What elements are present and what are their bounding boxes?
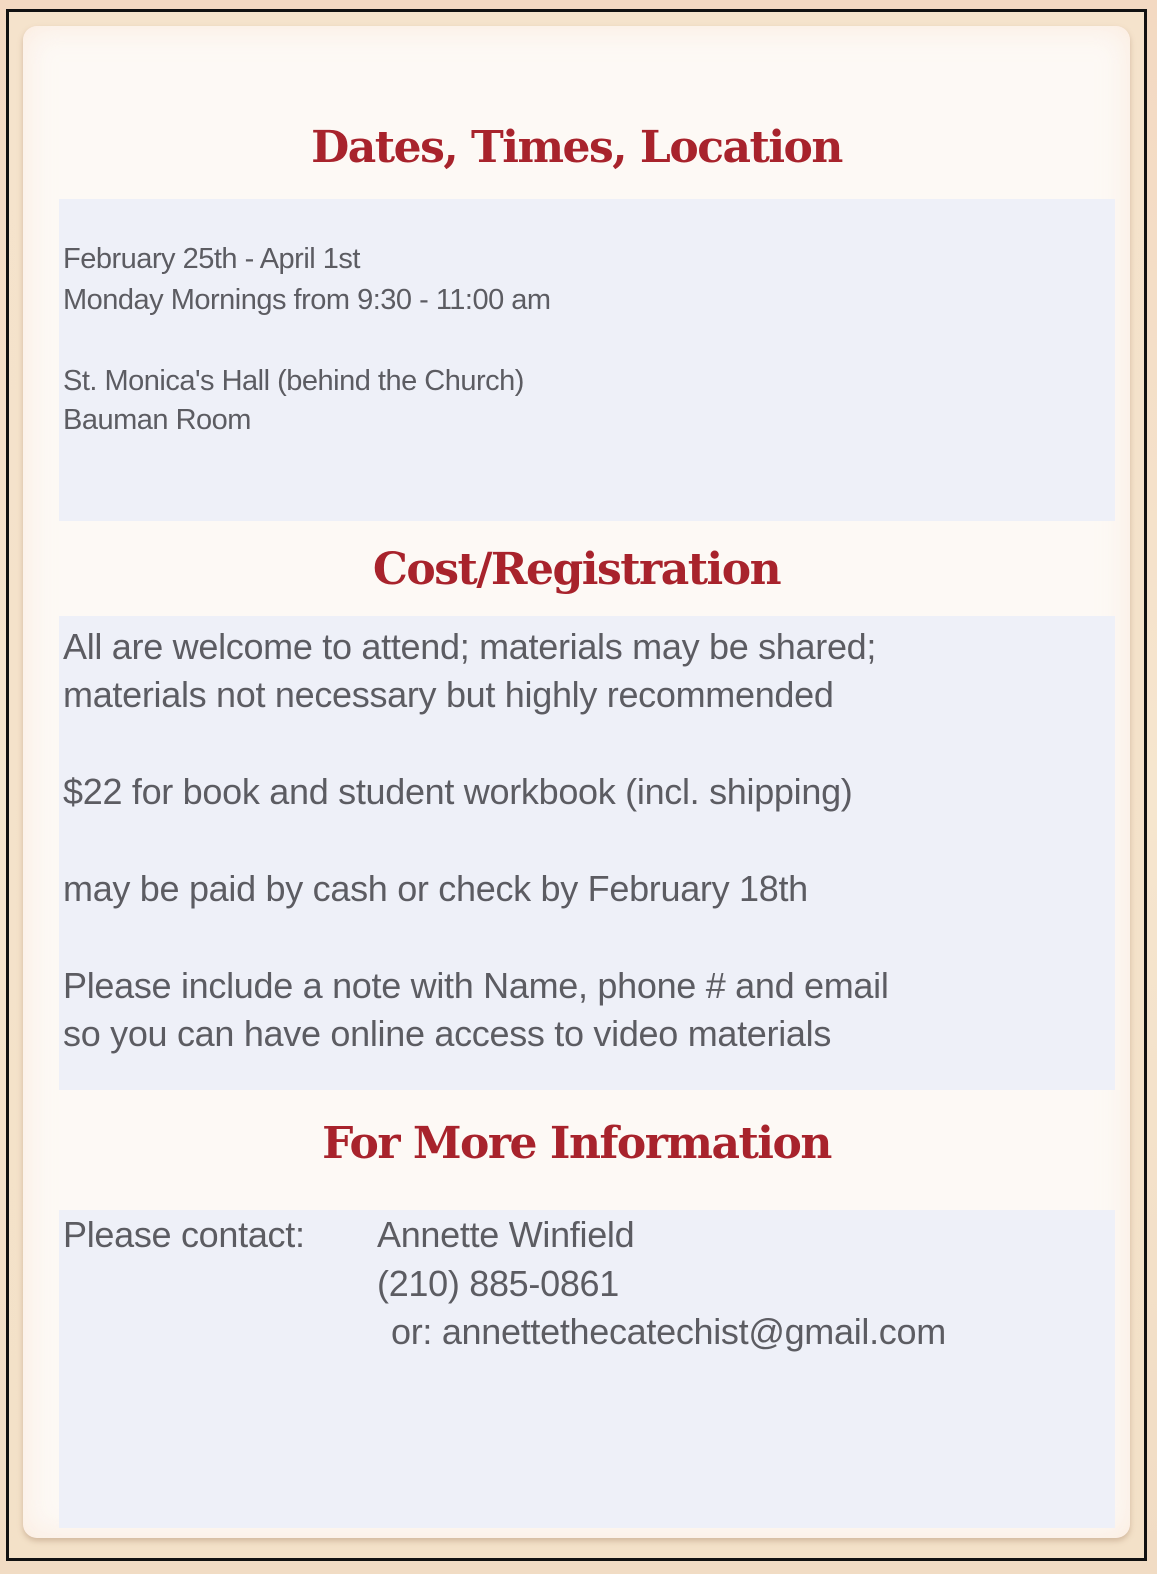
cost-line: All are welcome to attend; materials may be shared; bbox=[63, 626, 877, 667]
info-panel bbox=[59, 1210, 1115, 1528]
cost-heading: Cost/Registration bbox=[372, 544, 781, 595]
cost-price: $22 for book and student workbook (incl. shipping) bbox=[63, 771, 853, 812]
contact-email[interactable]: or: annettethecatechist@gmail.com bbox=[391, 1311, 946, 1352]
info-heading: For More Information bbox=[322, 1118, 831, 1169]
cost-line: materials not necessary but highly recommended bbox=[63, 674, 834, 715]
location-room: Bauman Room bbox=[63, 404, 251, 436]
cost-payment: may be paid by cash or check by February 18th bbox=[63, 868, 808, 909]
contact-label: Please contact: bbox=[63, 1214, 305, 1255]
contact-phone[interactable]: (210) 885-0861 bbox=[377, 1263, 619, 1304]
flyer-card bbox=[23, 26, 1130, 1538]
location-hall: St. Monica's Hall (behind the Church) bbox=[63, 365, 524, 397]
contact-name: Annette Winfield bbox=[377, 1214, 635, 1255]
meeting-time: Monday Mornings from 9:30 - 11:00 am bbox=[63, 284, 551, 316]
date-range: February 25th - April 1st bbox=[63, 243, 360, 275]
page-frame bbox=[6, 9, 1147, 1561]
dates-heading: Dates, Times, Location bbox=[311, 122, 842, 173]
cost-note: Please include a note with Name, phone # and email bbox=[63, 965, 889, 1006]
cost-note: so you can have online access to video materials bbox=[63, 1013, 832, 1054]
cost-panel bbox=[59, 616, 1115, 1090]
dates-panel bbox=[59, 199, 1115, 521]
